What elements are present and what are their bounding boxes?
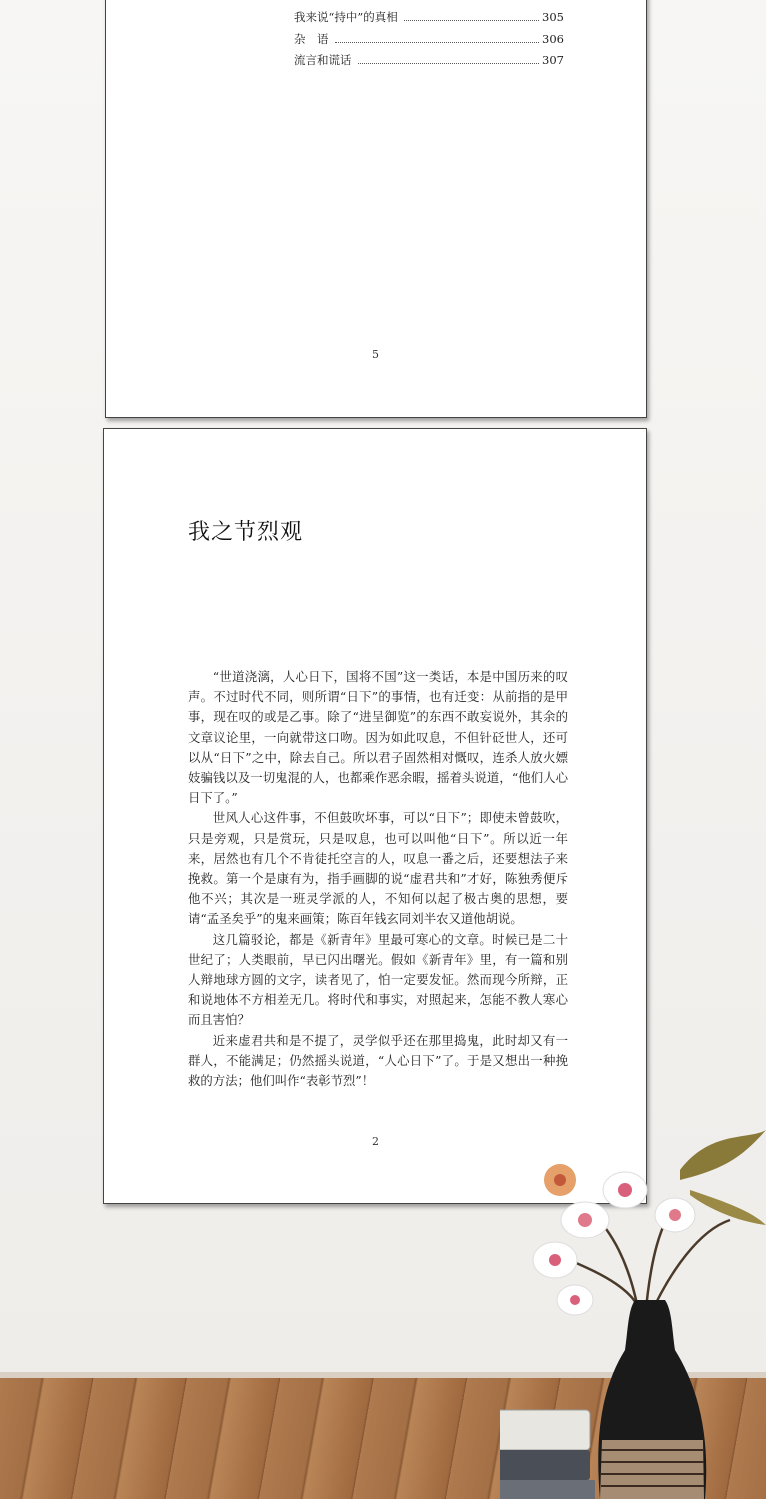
- leaf-decoration: [680, 1130, 766, 1180]
- toc-entry-title: 杂 语: [294, 32, 329, 46]
- flower-decoration: [533, 1242, 577, 1278]
- toc-entry: [294, 52, 564, 68]
- toc-entry-title: 我来说“持中”的真相: [294, 10, 398, 24]
- paragraph: “世道浇漓，人心日下，国将不国”这一类话，本是中国历来的叹声。不过时代不同，则所谓“日下”的事情，也有迁变：从前指的是甲事，现在叹的或是乙事。除了“进呈御览”的东西不敢妄说外，其余的文章议论里，一向就带这口吻。因为如此叹息，不但针砭世人，还可以从“日下”之中，除去自己。所以君子固然相对慨叹，连杀人放火嫖妓骗钱以及一切鬼混的人，也都乘作恶余暇，摇着头说道，“他们人心日下了。”: [188, 669, 568, 806]
- flower-decoration: [603, 1172, 647, 1208]
- toc-leader-dots: [404, 20, 539, 21]
- flower-decoration: [557, 1285, 593, 1315]
- chapter-body: [188, 667, 568, 1091]
- toc-entry-title: 流言和谎话: [294, 53, 352, 67]
- flower-decoration: [544, 1164, 576, 1196]
- toc-entry-page: 305: [542, 10, 564, 24]
- book-page-chapter: [103, 428, 647, 1204]
- flower-vase-decoration: [500, 1110, 766, 1499]
- toc-entry-page: 306: [542, 32, 564, 46]
- page-number: 5: [372, 348, 379, 361]
- toc-entry: [294, 31, 564, 47]
- book-page-toc: [105, 0, 647, 418]
- page-number: 2: [372, 1135, 379, 1148]
- paragraph: 近来虚君共和是不提了，灵学似乎还在那里捣鬼，此时却又有一群人，不能满足；仍然摇头说道，“人心日下”了。于是又想出一种挽救的方法；他们叫作“表彰节烈”！: [188, 1032, 568, 1089]
- paragraph: 世风人心这件事，不但鼓吹坏事，可以“日下”；即使未曾鼓吹，只是旁观，只是赏玩，只是叹息，也可以叫他“日下”。所以近一年来，居然也有几个不肯徒托空言的人，叹息一番之后，还要想法子来挽救。第一个是康有为，指手画脚的说“虚君共和”才好，陈独秀便斥他不兴；其次是一班灵学派的人，不知何以起了极古奥的思想，要请“孟圣矣乎”的鬼来画策；陈百年钱玄同刘半农又道他胡说。: [188, 810, 568, 927]
- vase-stripes: [600, 1440, 704, 1499]
- flower-decoration: [561, 1202, 609, 1238]
- book-stack: [500, 1450, 590, 1480]
- book-stack: [500, 1410, 590, 1450]
- toc-leader-dots: [335, 42, 540, 43]
- flower-decoration: [655, 1198, 695, 1232]
- paragraph: 这几篇驳论，都是《新青年》里最可寒心的文章。时候已是二十世纪了；人类眼前，早已闪出曙光。假如《新青年》里，有一篇和别人辩地球方圆的文字，读者见了，怕一定要发怔。然而现今所辩，正和说地体不方相差无几。将时代和事实，对照起来，怎能不教人寒心而且害怕？: [188, 931, 568, 1028]
- toc-leader-dots: [358, 63, 540, 64]
- chapter-title: 我之节烈观: [188, 520, 304, 545]
- toc-entry: [294, 9, 564, 25]
- book-stack: [500, 1480, 595, 1499]
- toc-entry-page: 307: [542, 53, 564, 67]
